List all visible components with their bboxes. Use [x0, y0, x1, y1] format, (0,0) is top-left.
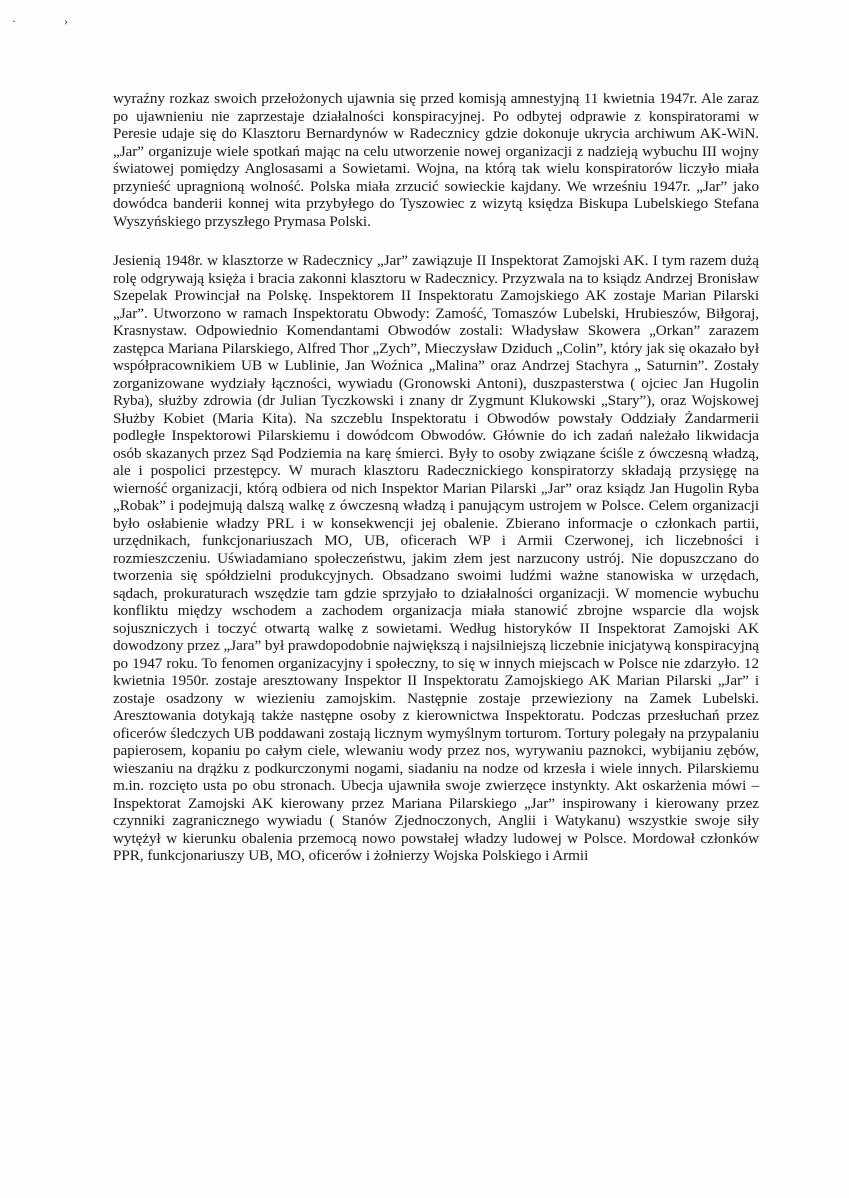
scan-mark-right: › [64, 14, 68, 28]
document-body [113, 90, 759, 865]
paragraph-2: Jesienią 1948r. w klasztorze w Radecznicy „Jar” zawiązuje II Inspektorat Zamojski AK. I tym razem dużą rolę odgrywają księża i bracia zakonni klasztoru w Radecznicy. Przyzwala na to ksiądz Andrzej Bronisław Szepelak Prowincjał na Polskę. Inspektorem II Inspektoratu Zamojskiego AK zostaje Marian Pilarski „Jar”. Utworzono w ramach Inspektoratu Obwody: Zamość, Tomaszów Lubelski, Hrubieszów, Biłgoraj, Krasnystaw. Odpowiednio Komendantami Obwodów zostali: Władysław Skowera „Orkan” zarazem zastępca Mariana Pilarskiego, Alfred Thor „Zych”, Mieczysław Dziduch „Colin”, który jak się okazało był współpracownikiem UB w Lublinie, Jan Woźnica „Malina” oraz Andrzej Stachyra „ Saturnin”. Zostały zorganizowane wydziały łączności, wywiadu (Gronowski Antoni), duszpasterstwa ( ojciec Jan Hugolin Ryba), służby zdrowia (dr Julian Tyczkowski i znany dr Zygmunt Klukowski „Stary”), oraz Wojskowej Służby Kobiet (Maria Kita). Na szczeblu Inspektoratu i Obwodów powstały Oddziały Żandarmerii podległe Inspektorowi Pilarskiemu i dowódcom Obwodów. Głównie do ich zadań należało likwidacja osób skazanych przez Sąd Podziemia na karę śmierci. Były to osoby związane ściśle z ówczesną władzą, ale i pospolici przestępcy. W murach klasztoru Radecznickiego konspiratorzy składają przysięgę na wierność organizacji, którą odbiera od nich Inspektor Marian Pilarski „Jar” oraz ksiądz Jan Hugolin Ryba „Robak” i podejmują dalszą walkę z ówczesną władzą i panującym ustrojem w Polsce. Celem organizacji było osłabienie władzy PRL i w konsekwencji jej obalenie. Zbierano informacje o członkach partii, urzędnikach, funkcjonariuszach MO, UB, oficerach WP i Armii Czerwonej, ich liczebności i rozmieszczeniu. Uświadamiano społeczeństwu, jakim złem jest narzucony ustrój. Nie dopuszczano do tworzenia się spółdzielni produkcyjnych. Obsadzano swoimi ludźmi ważne stanowiska w urzędach, sądach, prokuraturach wszędzie tam gdzie sprzyjało to działalności organizacji. W momencie wybuchu konfliktu między wschodem a zachodem organizacja miała stanowić zbrojne wsparcie dla wojsk sojuszniczych i toczyć otwartą walkę z sowietami. Według historyków II Inspektorat Zamojski AK dowodzony przez „Jara” był prawdopodobnie największą i najsilniejszą liczebnie inicjatywą konspiracyjną po 1947 roku. To fenomen organizacyjny i społeczny, to się w innych miejscach w Polsce nie zdarzyło. 12 kwietnia 1950r. zostaje aresztowany Inspektor II Inspektoratu Zamojskiego AK Marian Pilarski „Jar” i zostaje osadzony w wiezieniu zamojskim. Następnie zostaje przewieziony na Zamek Lubelski. Aresztowania dotykają także następne osoby z kierownictwa Inspektoratu. Podczas przesłuchań przez oficerów śledczych UB poddawani zostają licznym wymyślnym torturom. Tortury polegały na przypalaniu papierosem, kopaniu po całym ciele, wlewaniu wody przez nos, wyrywaniu paznokci, wybijaniu zębów, wieszaniu na drążku z podkurczonymi nogami, siadaniu na nodze od krzesła i wiele innych. Pilarskiemu m.in. rozcięto usta po obu stronach. Ubecja ujawniła swoje zwierzęce instynkty. Akt oskarżenia mówi – Inspektorat Zamojski AK kierowany przez Mariana Pilarskiego „Jar” inspirowany i kierowany przez czynniki zagranicznego wywiadu ( Stanów Zjednoczonych, Anglii i Watykanu) wszystkie swoje siły wytężył w kierunku obalenia przemocą nowo powstałej władzy ludowej w Polsce. Mordował członków PPR, funkcjonariuszy UB, MO, oficerów i żołnierzy Wojska Polskiego i Armii [113, 252, 759, 864]
scan-mark-left: · [12, 14, 16, 28]
paragraph-1: wyraźny rozkaz swoich przełożonych ujawnia się przed komisją amnestyjną 11 kwietnia 1947r. Ale zaraz po ujawnieniu nie zaprzestaje działalności konspiracyjnej. Po odbytej odprawie z konspiratorami w Peresie udaje się do Klasztoru Bernardynów w Radecznicy gdzie dokonuje ukrycia archiwum AK-WiN. „Jar” organizuje wiele spotkań mając na celu utworzenie nowej organizacji z nadzieją wybuchu III wojny światowej pomiędzy Anglosasami a Sowietami. Wojna, na którą tak wielu konspiratorów liczyło miała przynieść upragnioną wolność. Polska miała zrzucić sowieckie kajdany. We wrześniu 1947r. „Jar” jako dowódca banderii konnej wita przybyłego do Tyszowiec z wizytą księdza Biskupa Lubelskiego Stefana Wyszyńskiego przyszłego Prymasa Polski. [113, 90, 759, 230]
